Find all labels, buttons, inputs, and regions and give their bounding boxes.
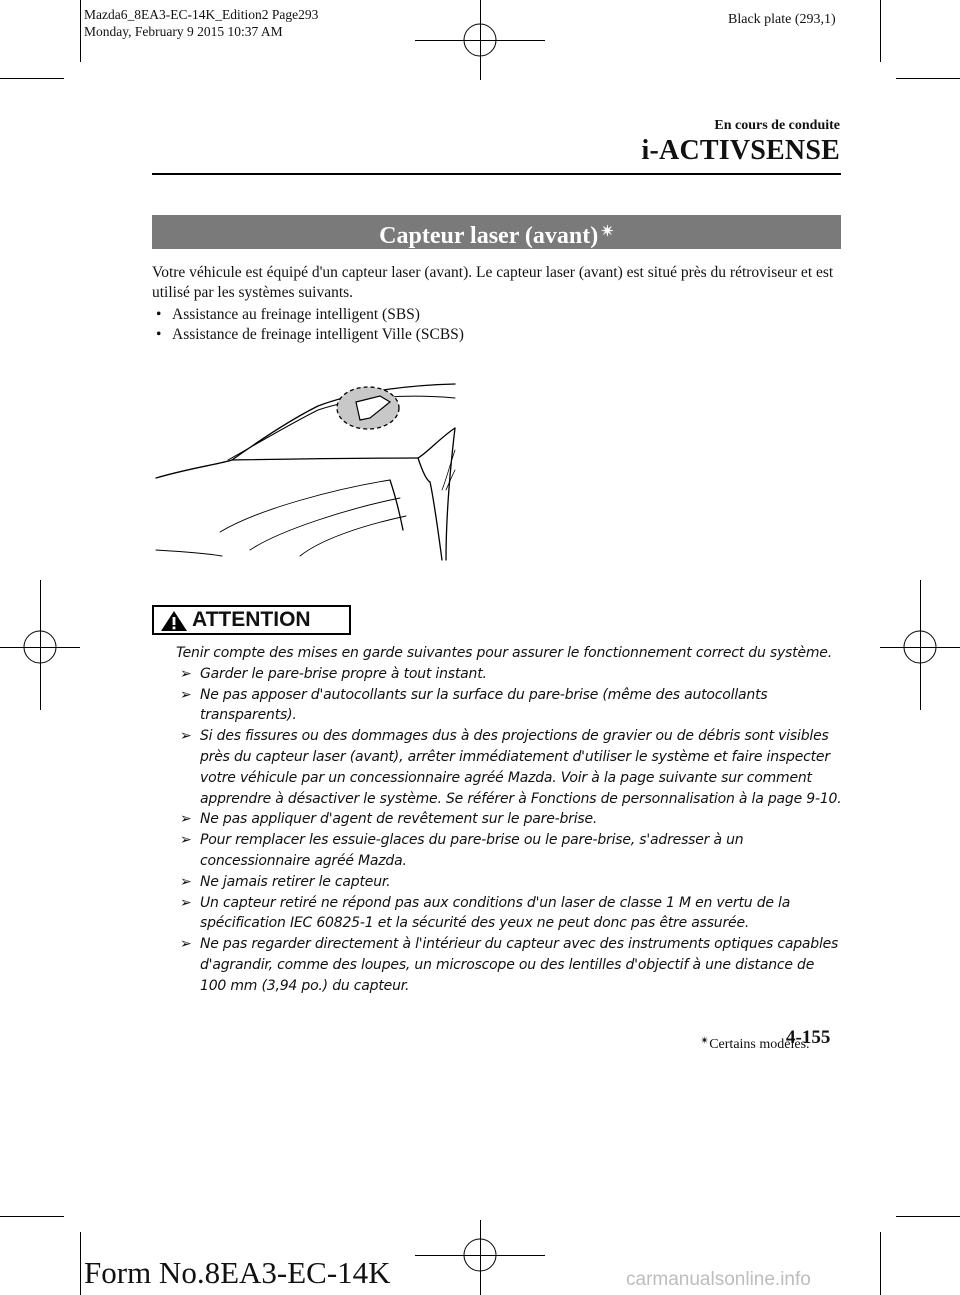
attention-item: Si des fissures ou des dommages dus à des projections de gravier ou de débris sont visibles près du capteur laser (avant), arrêter immédiatement d'utiliser le système et faire inspecter votre véhicule par un concessionnaire agréé Mazda. Voir à la page suivante sur comment apprendre à désactiver le système. Se référer à Fonctions de personnalisation à la page 9-10.	[200, 728, 842, 807]
attention-item: Un capteur retiré ne répond pas aux conditions d'un laser de classe 1 M en vertu de la spécification IEC 60825-1 et la sécurité des yeux ne peut donc pas être assurée.	[200, 894, 791, 932]
footnote-mark: ✴	[700, 1035, 710, 1047]
banner-title: Capteur laser (avant)	[379, 223, 599, 249]
attention-lead: Tenir compte des mises en garde suivantes pour assurer le fonctionnement correct du système.	[176, 645, 832, 661]
bullet-glyph: •	[156, 306, 162, 323]
attention-item: Garder le pare-brise propre à tout instant.	[200, 665, 487, 682]
attention-item: Ne pas regarder directement à l'intérieur du capteur avec des instruments optiques capables d'agrandir, comme des loupes, un microscope ou des lentilles d'objectif à une distance de 100 mm (3,94 po.) du capteur.	[200, 936, 839, 994]
attention-item: Ne jamais retirer le capteur.	[200, 873, 391, 890]
attention-item: Pour remplacer les essuie-glaces du pare-brise ou le pare-brise, s'adresser à un concessionnaire agréé Mazda.	[200, 832, 744, 869]
arrow-bullet-icon: ➢	[180, 686, 192, 703]
print-info-line1: Mazda6_8EA3-EC-14K_Edition2 Page293	[84, 7, 319, 22]
list-item	[176, 809, 844, 830]
header-rule	[152, 173, 841, 175]
attention-item: Ne pas appliquer d'agent de revêtement sur le pare-brise.	[200, 811, 598, 828]
form-number: Form No.8EA3-EC-14K	[84, 1255, 391, 1290]
list-item	[152, 305, 842, 325]
system-label: Assistance au freinage intelligent (SBS)	[172, 306, 420, 323]
list-item	[176, 664, 844, 685]
arrow-bullet-icon: ➢	[180, 832, 192, 849]
print-info-line2: Monday, February 9 2015 10:37 AM	[84, 24, 283, 39]
intro-paragraph: Votre véhicule est équipé d'un capteur laser (avant). Le capteur laser (avant) est situé près du rétroviseur et est utilisé par les systèmes suivants.	[152, 264, 834, 301]
section-label: En cours de conduite	[714, 118, 840, 133]
arrow-bullet-icon: ➢	[180, 936, 192, 953]
list-item	[176, 934, 844, 996]
systems-list	[152, 305, 842, 345]
arrow-bullet-icon: ➢	[180, 873, 192, 890]
attention-item: Ne pas apposer d'autocollants sur la surface du pare-brise (même des autocollants transparents).	[200, 686, 768, 724]
plate-label: Black plate (293,1)	[728, 12, 836, 27]
watermark: carmanualsonline.info	[626, 1269, 811, 1290]
list-item	[176, 893, 844, 935]
arrow-bullet-icon: ➢	[180, 728, 192, 745]
windshield-sensor-illustration	[150, 380, 460, 565]
page-number: 4-155	[786, 1027, 831, 1048]
list-item	[176, 872, 844, 893]
arrow-bullet-icon: ➢	[180, 665, 192, 682]
arrow-bullet-icon: ➢	[180, 811, 192, 828]
section-banner	[152, 215, 841, 249]
attention-list	[176, 664, 844, 997]
list-item	[176, 830, 844, 872]
chapter-title: i-ACTIVSENSE	[641, 135, 840, 166]
attention-label: ATTENTION	[192, 608, 311, 631]
arrow-bullet-icon: ➢	[180, 894, 192, 911]
list-item	[176, 685, 844, 727]
attention-header	[152, 605, 351, 635]
print-info	[84, 6, 318, 40]
list-item	[176, 726, 844, 809]
attention-body	[176, 643, 844, 997]
warning-triangle-icon	[160, 610, 188, 632]
list-item	[152, 325, 842, 345]
bullet-glyph: •	[156, 326, 162, 343]
optional-equipment-mark: ✴	[601, 224, 614, 240]
system-label: Assistance de freinage intelligent Ville (SCBS)	[172, 326, 464, 343]
footnote-text: Certains modèles.	[709, 1037, 810, 1052]
